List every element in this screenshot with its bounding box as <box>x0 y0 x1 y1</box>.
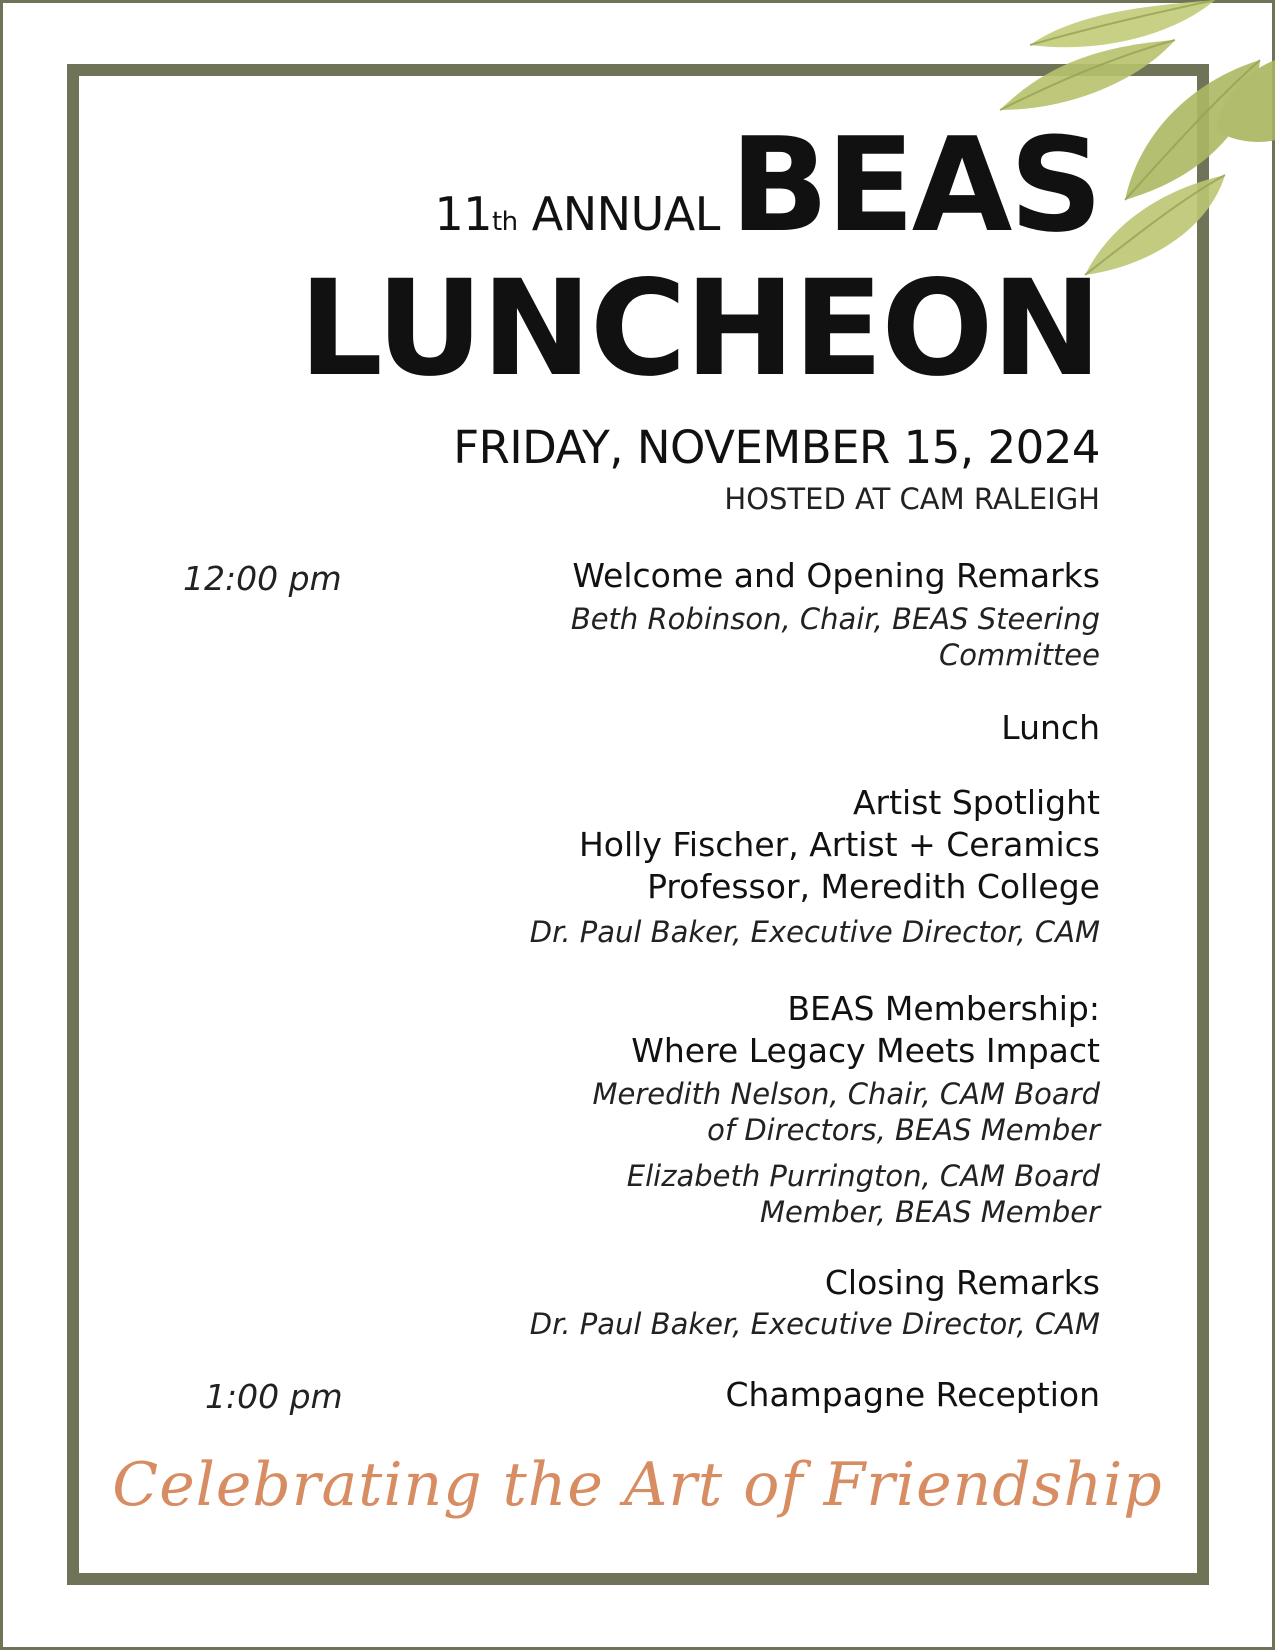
lunch-title: Lunch <box>1001 708 1100 747</box>
membership-title-line1: BEAS Membership: <box>787 989 1100 1028</box>
welcome-speaker-line2: Committee <box>939 638 1100 672</box>
welcome-title: Welcome and Opening Remarks <box>572 556 1100 595</box>
spotlight-title-line1: Artist Spotlight <box>852 783 1100 822</box>
start-time: 12:00 pm <box>183 559 342 598</box>
spotlight-title-line2: Holly Fischer, Artist + Ceramics <box>578 825 1100 864</box>
closing-title: Closing Remarks <box>824 1263 1100 1302</box>
tagline: Celebrating the Art of Friendship <box>112 1450 1163 1520</box>
membership-speaker1-line1: Meredith Nelson, Chair, CAM Board <box>592 1077 1100 1111</box>
beas-heading: BEAS <box>729 109 1100 261</box>
membership-title-line2: Where Legacy Meets Impact <box>631 1031 1100 1070</box>
membership-speaker1-line2: of Directors, BEAS Member <box>707 1113 1100 1147</box>
event-date: FRIDAY, NOVEMBER 15, 2024 <box>453 421 1100 474</box>
spotlight-title-line3: Professor, Meredith College <box>647 867 1100 906</box>
event-title-line1 <box>434 109 1100 261</box>
spotlight-speaker: Dr. Paul Baker, Executive Director, CAM <box>529 915 1100 949</box>
membership-speaker2-line1: Elizabeth Purrington, CAM Board <box>626 1159 1100 1193</box>
edition-label: 11th ANNUAL <box>434 187 720 241</box>
closing-speaker: Dr. Paul Baker, Executive Director, CAM <box>529 1307 1100 1341</box>
membership-speaker2-line2: Member, BEAS Member <box>759 1195 1100 1229</box>
welcome-speaker-line1: Beth Robinson, Chair, BEAS Steering <box>570 602 1100 636</box>
event-venue: HOSTED AT CAM RALEIGH <box>724 482 1100 516</box>
end-time: 1:00 pm <box>205 1377 343 1416</box>
reception-title: Champagne Reception <box>725 1375 1100 1414</box>
luncheon-heading: LUNCHEON <box>298 252 1100 406</box>
